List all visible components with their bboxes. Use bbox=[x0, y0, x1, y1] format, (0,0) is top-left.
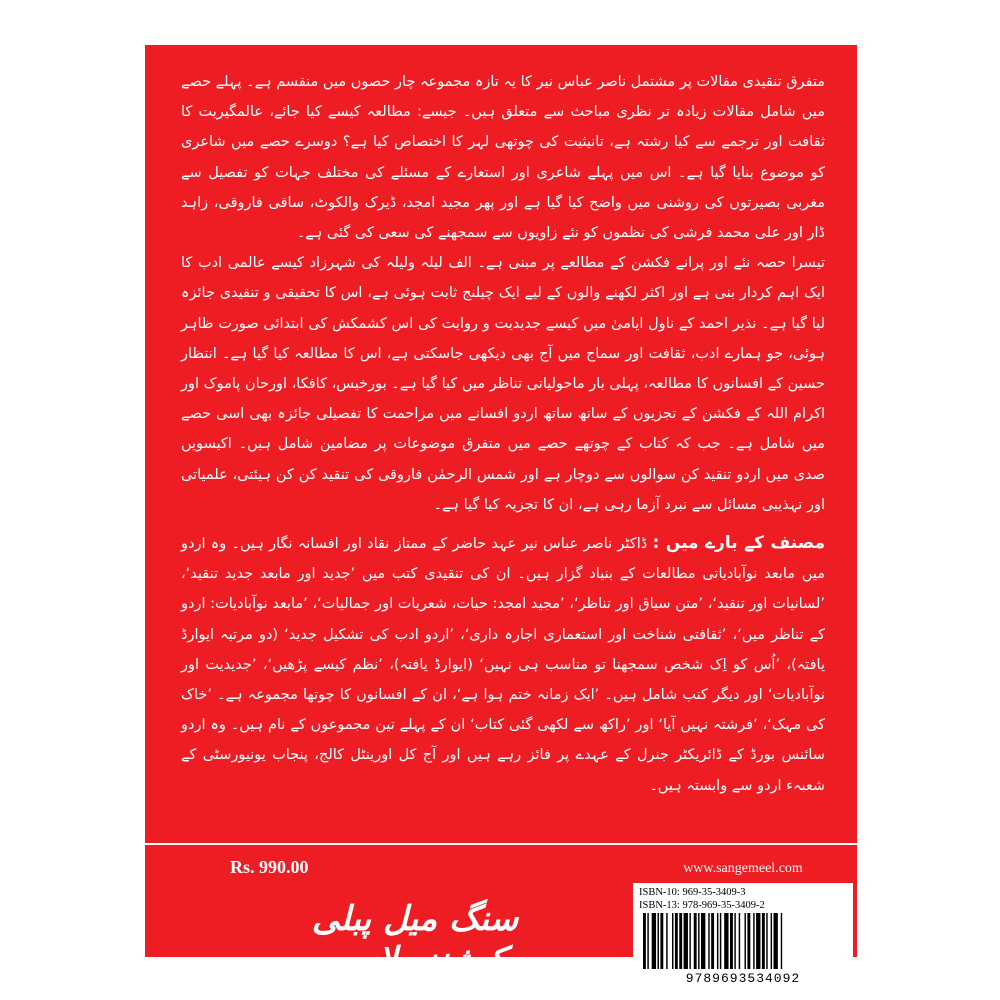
footer-divider bbox=[145, 843, 857, 845]
barcode-bar bbox=[720, 913, 721, 969]
author-bio-text: ڈاکٹر ناصر عباس نیر عہد حاضر کے ممتاز نقاد اور افسانہ نگار ہیں۔ وہ اردو میں مابعد نوآبادیاتی مطالعات کے بنیاد گزار ہیں۔ ان کی تنقیدی کتب میں ’جدید اور مابعد جدید تنقید‘، ’لسانیات اور تنقید‘، ’متن سیاق اور تناظر‘، ’مجید امجد: حیات، شعریات اور جمالیات‘، ’مابعد نوآبادیات: اردو کے تناظر میں‘، ’ثقافتی شناخت اور استعماری اجارہ داری‘، ’اردو ادب کی تشکیل جدید‘ (دو مرتبہ ایوارڈ یافتہ)، ’اُس کو اِک شخص سمجھنا تو مناسب ہی نہیں‘ (ایوارڈ یافتہ)، ’نظم کیسے پڑھیں‘، ’جدیدیت اور نوآبادیات‘ اور دیگر کتب شامل ہیں۔ ’ایک زمانہ ختم ہوا ہے‘، ان کے افسانوں کا چوتھا مجموعہ ہے۔ ’خاک کی مہک‘، ’فرشتہ نہیں آیا‘ اور ’راکھ سے لکھی گئی کتاب‘ ان کے پہلے تین مجموعوں کے نام ہیں۔ وہ اردو سائنس بورڈ کے ڈائریکٹر جنرل کے عہدے پر فائز رہے ہیں اور آج کل اورینٹل کالج، پنجاب یونیورسٹی کے شعبہء اردو سے وابستہ ہیں۔ bbox=[181, 536, 825, 794]
barcode-bar bbox=[643, 913, 646, 969]
isbn-panel bbox=[633, 883, 853, 991]
barcode-number: 9789693534092 bbox=[685, 971, 801, 986]
book-back-cover bbox=[145, 45, 857, 986]
author-heading: مصنف کے بارے میں : bbox=[652, 533, 826, 554]
barcode-bar bbox=[739, 913, 740, 969]
barcode-bar bbox=[774, 913, 778, 969]
barcode-bar bbox=[652, 913, 656, 969]
barcode-bar bbox=[647, 913, 648, 969]
isbn-10: ISBN-10: 969-35-3409-3 bbox=[639, 887, 746, 898]
barcode-bar bbox=[675, 913, 678, 969]
barcode-bar bbox=[756, 913, 760, 969]
barcode-bar bbox=[684, 913, 688, 969]
barcode-bar bbox=[694, 913, 697, 969]
isbn-barcode-block bbox=[633, 861, 853, 991]
barcode-bar bbox=[766, 913, 767, 969]
barcode-bar bbox=[753, 913, 754, 969]
barcode-bar bbox=[698, 913, 699, 969]
barcode-graphic bbox=[639, 913, 847, 971]
barcode-bar bbox=[666, 913, 667, 969]
barcode-bar bbox=[689, 913, 690, 969]
publisher-website: www.sangemeel.com bbox=[683, 861, 803, 876]
barcode-bar bbox=[708, 913, 709, 969]
barcode-bar bbox=[717, 913, 718, 969]
author-bio bbox=[181, 528, 825, 801]
publisher-logo-text: سنگ میل پبلی کیشنز، لاہور bbox=[311, 899, 519, 980]
barcode-bar bbox=[658, 913, 659, 969]
barcode-bar bbox=[771, 913, 772, 969]
barcode-bar bbox=[679, 913, 682, 969]
price-label: Rs. 990.00 bbox=[230, 857, 309, 877]
barcode-bar bbox=[701, 913, 705, 969]
barcode-bar bbox=[781, 913, 782, 969]
barcode-bar bbox=[762, 913, 765, 969]
blurb-paragraph-2: تیسرا حصہ نئے اور پرانے فکشن کے مطالعے پر مبنی ہے۔ الف لیلہ ولیلہ کی شہرزاد کیسے عالمی ادب کا ایک اہم کردار بنی ہے اور اکثر لکھنے والوں کے لیے ایک چیلنج ثابت ہوئی ہے، اس کا تحقیقی و تنقیدی جائزہ لیا گیا ہے۔ نذیر احمد کے ناول ایامیٰ میں کیسے جدیدیت و روایت کی اس کشمکش کی ابتدائی صورت ظاہر ہوئی، جو ہمارے ادب، ثقافت اور سماج میں آج بھی دیکھی جاسکتی ہے، اس کا مطالعہ کیا گیا ہے۔ انتظار حسین کے افسانوں کا مطالعہ، پہلی بار ماحولیاتی تناظر میں کیا گیا ہے۔ بورخیس، کافکا، اورحان پاموک اور اکرام اللہ کے فکشن کے تجزیوں کے ساتھ ساتھ اردو افسانے میں مزاحمت کا تفصیلی جائزہ بھی اسی حصے میں شامل ہے۔ جب کہ کتاب کے چوتھے حصے میں متفرق موضوعات پر مضامین شامل ہیں۔ اکیسویں صدی میں اردو تنقید کن سوالوں سے دوچار ہے اور شمس الرحمٰن فاروقی کی تنقید کن کن ہیئتی، علمیاتی اور تہذیبی مسائل سے نبرد آزما رہی ہے، ان کا تجزیہ کیا گیا ہے۔ bbox=[181, 255, 825, 513]
blurb-paragraph-1: متفرق تنقیدی مقالات پر مشتمل ناصر عباس نیر کا یہ تازہ مجموعہ چار حصوں میں منقسم ہے۔ پہلے حصے میں شامل مقالات زیادہ تر نظری مباحث سے متعلق ہیں۔ جیسے: مطالعہ کیسے کیا جائے، عالمگیریت کا ثقافت اور ترجمے سے کیا رشتہ ہے، تانیثیت کی چوتھی لہر کا اختصاص کیا ہے؟ دوسرے حصے میں شاعری کو موضوع بنایا گیا ہے۔ اس میں پہلے شاعری اور استعارے کے مسئلے کی مختلف جہات کو تفصیل سے مغربی بصیرتوں کی روشنی میں واضح کیا گیا ہے اور پھر مجید امجد، ڈیرک والکوٹ، ساقی فاروقی، زاہد ڈار اور علی محمد فرشی کی نظموں کو نئے زاویوں سے سمجھنے کی سعی کی گئی ہے۔ bbox=[181, 74, 825, 242]
barcode-bar bbox=[730, 913, 733, 969]
barcode-bar bbox=[672, 913, 673, 969]
barcode-bar bbox=[745, 913, 746, 969]
barcode-bar bbox=[747, 913, 750, 969]
barcode-bar bbox=[660, 913, 663, 969]
isbn-13: ISBN-13: 978-969-35-3409-2 bbox=[639, 900, 765, 911]
barcode-bar bbox=[711, 913, 714, 969]
barcode-bar bbox=[724, 913, 728, 969]
blurb-text-block bbox=[181, 67, 825, 801]
barcode-bar bbox=[734, 913, 735, 969]
